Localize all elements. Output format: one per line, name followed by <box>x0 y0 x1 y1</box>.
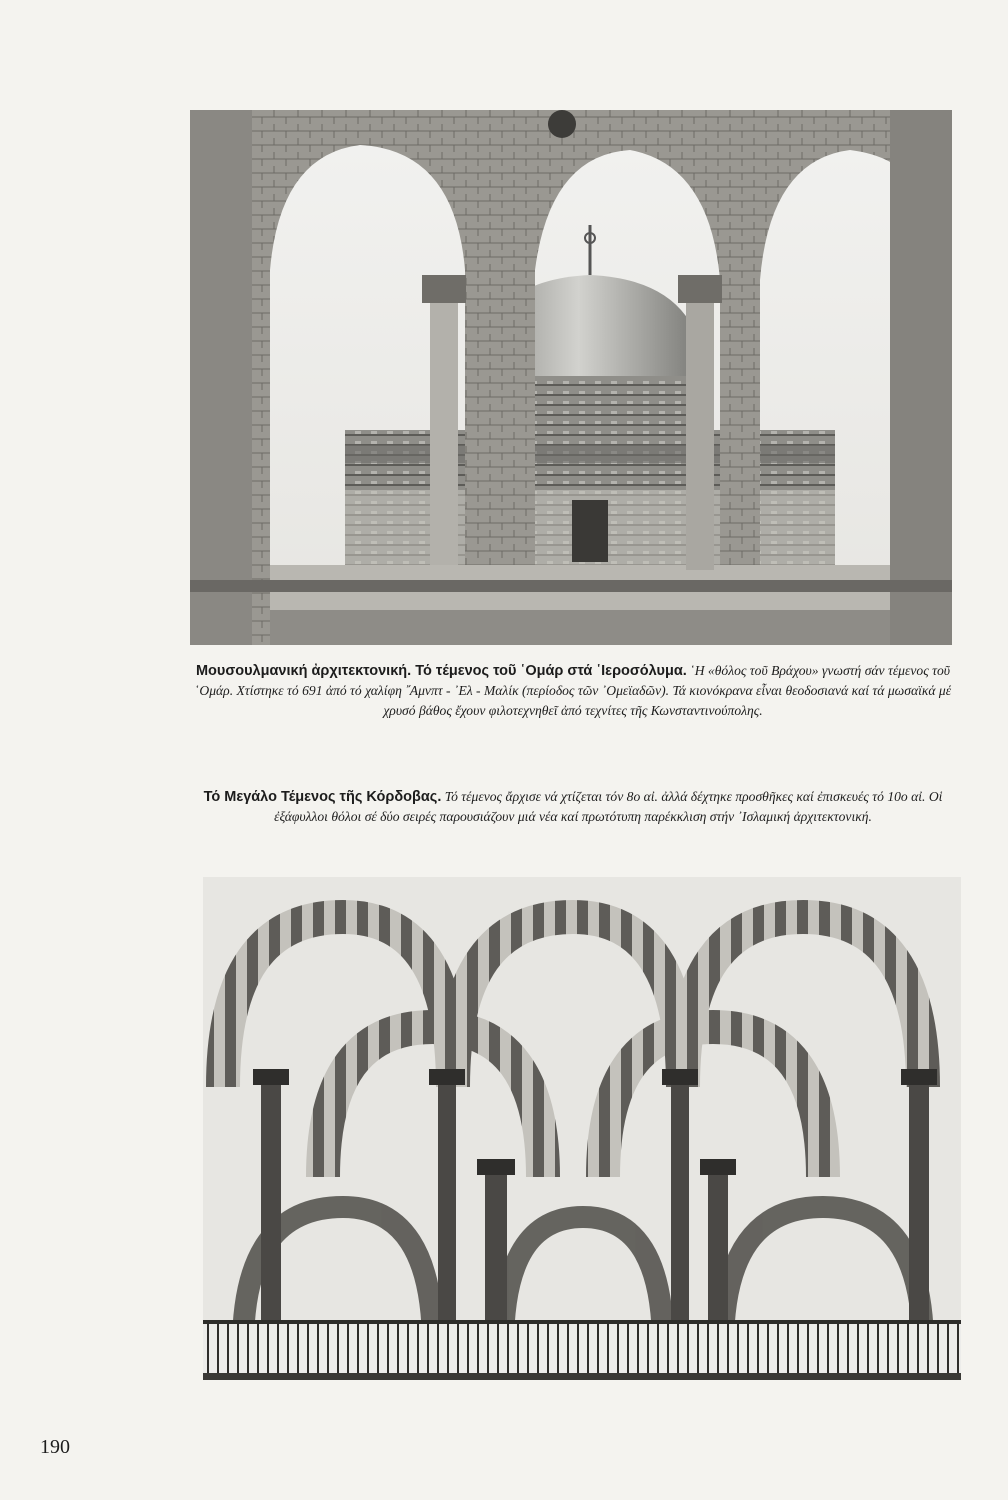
bottom-photo-caption <box>180 787 966 827</box>
bottom-caption-title: Τό Μεγάλο Τέμενος τῆς Κόρδοβας. <box>203 789 442 805</box>
top-photo-caption <box>178 661 968 721</box>
bottom-caption-body: Τό τέμενος ἄρχισε νά χτίζεται τόν 8ο αἰ. ἀλλά δέχτηκε προσθῆκες καί ἐπισκευές τό 10ο αἰ. Οἱ ἐξάφυλλοι θόλοι σέ δύο σειρές παρουσιάζουν μιά νέα καί πρωτότυπη παρέκκλιση στήν ᾿Ισλαμική ἀρχιτεκτονική. <box>274 789 943 824</box>
page-number: 190 <box>40 1436 70 1458</box>
top-caption-body: ῾Η «θόλος τοῦ Βράχου» γνωστή σάν τέμενος τοῦ ῾Ομάρ. Χτίστηκε τό 691 ἀπό τό χαλίφη ῎Αμνπτ - ᾿Ελ - Μαλίκ (περίοδος τῶν ᾿Ομεϊαδῶν). Τά κιονόκρανα εἶναι θεοδοσιανά καί τά μωσαϊκά μέ χρυσό βάθος ἔχουν φιλοτεχνηθεῖ ἀπό τεχνίτες τῆς Κωνσταντινούπολης. <box>194 663 952 718</box>
cordoba-mosque-photo <box>203 877 961 1380</box>
dome-of-the-rock-photo <box>190 110 952 645</box>
top-caption-title: Μουσουλμανική ἀρχιτεκτονική. Τό τέμενος τοῦ ῾Ομάρ στά ῾Ιεροσόλυμα. <box>195 663 687 679</box>
